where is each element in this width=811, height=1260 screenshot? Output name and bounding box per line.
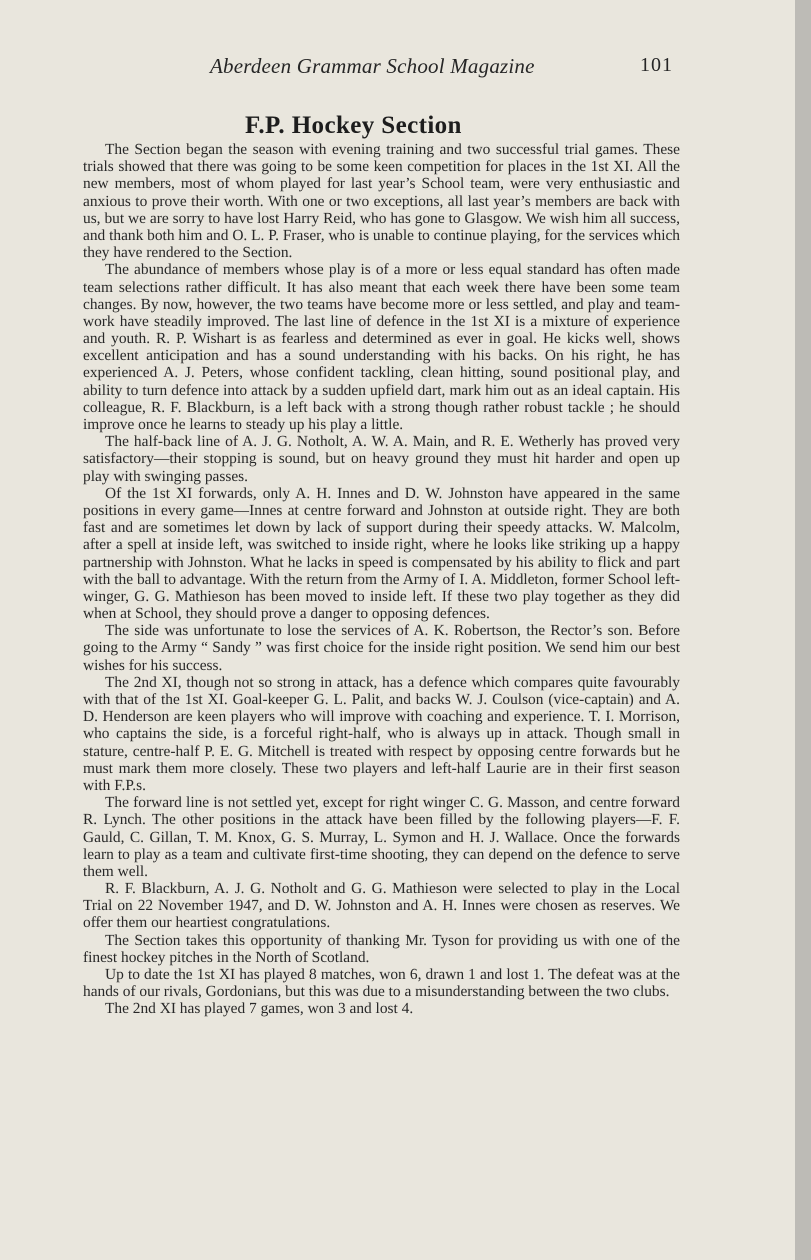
article-paragraph: The Section began the season with evening training and two successful trial games. These trials showed that there was going to be some keen competition for places in the 1st XI. All the new members, most of whom played for last year’s School team, were very enthusiastic and anxious to prove their worth. With one or two exceptions, all last year’s members are back with us, but we are sorry to have lost Harry Reid, who has gone to Glasgow. We wish him all success, and thank both him and O. L. P. Fraser, who is unable to continue playing, for the services which they have rendered to the Section. <box>83 141 680 262</box>
article-title: F.P. Hockey Section <box>245 111 462 139</box>
article-paragraph: The Section takes this opportunity of thanking Mr. Tyson for providing us with one of the finest hockey pitches in the North of Scotland. <box>83 931 680 966</box>
page-number: 101 <box>640 54 673 76</box>
scan-edge <box>795 0 811 1260</box>
running-head: Aberdeen Grammar School Magazine <box>210 54 535 78</box>
article-body <box>83 141 680 1018</box>
article-paragraph: The abundance of members whose play is of a more or less equal standard has often made team selections rather difficult. It has also meant that each week there have been some team changes. By now, however, the two teams have become more or less settled, and play and team-work have steadily improved. The last line of defence in the 1st XI is a mixture of experience and youth. R. P. Wishart is as fearless and determined as ever in goal. He kicks well, shows excellent anticipation and has a sound understanding with his backs. On his right, he has experienced A. J. Peters, whose confident tackling, clean hitting, sound positional play, and ability to turn defence into attack by a sudden upfield dart, mark him out as an ideal captain. His colleague, R. F. Blackburn, is a left back with a strong though rather robust tackle ; he should improve once he learns to steady up his play a little. <box>83 261 680 433</box>
article-paragraph: The 2nd XI has played 7 games, won 3 and lost 4. <box>105 1000 414 1018</box>
article-paragraph: The forward line is not settled yet, except for right winger C. G. Masson, and centre forward R. Lynch. The other positions in the attack have been filled by the following players—F. F. Gauld, C. Gillan, T. M. Knox, G. S. Murray, L. Symon and H. J. Wallace. Once the forwards learn to play as a team and cultivate first-time shooting, they can depend on the defence to serve them well. <box>83 794 680 880</box>
article-paragraph: The 2nd XI, though not so strong in attack, has a defence which compares quite favourably with that of the 1st XI. Goal-keeper G. L. Palit, and backs W. J. Coulson (vice-captain) and A. D. Henderson are keen players who will improve with coaching and experience. T. I. Morrison, who captains the side, is a forceful right-half, who is always up in attack. Though small in stature, centre-half P. E. G. Mitchell is treated with respect by opposing centre forwards but he must mark them more closely. These two players and left-half Laurie are in their first season with F.P.s. <box>83 673 680 794</box>
article-paragraph: R. F. Blackburn, A. J. G. Notholt and G. G. Mathieson were selected to play in the Local Trial on 22 November 1947, and D. W. Johnston and A. H. Innes were chosen as reserves. We offer them our heartiest congratulations. <box>83 880 680 932</box>
article-paragraph: The side was unfortunate to lose the services of A. K. Robertson, the Rector’s son. Before going to the Army “ Sandy ” was first choice for the inside right position. We send him our best wishes for his success. <box>83 622 680 674</box>
article-paragraph: The half-back line of A. J. G. Notholt, A. W. A. Main, and R. E. Wetherly has proved very satisfactory—their stopping is sound, but on heavy ground they must hit harder and open up play with swinging passes. <box>83 433 680 485</box>
article-paragraph: Up to date the 1st XI has played 8 matches, won 6, drawn 1 and lost 1. The defeat was at the hands of our rivals, Gordonians, but this was due to a misunderstanding between the two clubs. <box>83 966 680 1001</box>
article-paragraph: Of the 1st XI forwards, only A. H. Innes and D. W. Johnston have appeared in the same positions in every game—Innes at centre forward and Johnston at outside right. They are both fast and are sometimes let down by lack of support during their speedy attacks. W. Malcolm, after a spell at inside left, was switched to inside right, where he looks like striking up a happy partnership with Johnston. What he lacks in speed is compensated by his ability to flick and part with the ball to advantage. With the return from the Army of I. A. Middleton, former School left-winger, G. G. Mathieson has been moved to inside left. If these two play together as they did when at School, they should prove a danger to opposing defences. <box>83 484 680 623</box>
